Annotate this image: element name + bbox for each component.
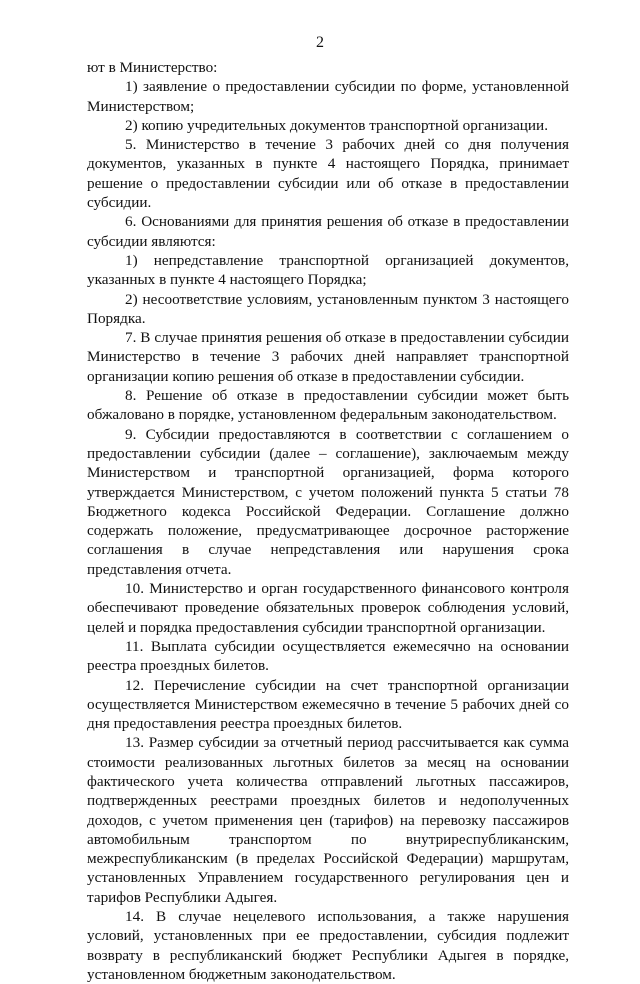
- paragraph-11: 11. Выплата субсидии осуществляется ежемесячно на основании реестра проездных билетов.: [87, 637, 569, 675]
- paragraph-6: 6. Основаниями для принятия решения об отказе в предоставлении субсидии являются:: [87, 213, 569, 250]
- paragraph-13: 13. Размер субсидии за отчетный период рассчитывается как сумма стоимости реализованных льготных билетов за месяц на основании фактического учета количества отправлений льготных пассажиров, подтвержденных реестрами проездных билетов и недополученных доходов, с учетом применения цен (тарифов) на перевозку пассажиров автомобильным транспортом по внутриреспубликанским, межреспубликанским (в пределах Российской Федерации) маршрутам, установленных Управлением государственного регулирования цен и тарифов Республики Адыгея.: [87, 734, 569, 906]
- paragraph-10: 10. Министерство и орган государственного финансового контроля обеспечивают проведение обязательных проверок соблюдения условий, целей и порядка предоставления субсидии транспортной организации.: [87, 580, 569, 636]
- paragraph-item-2-documents: 2) копию учредительных документов транспортной организации.: [125, 116, 548, 134]
- paragraph-continuation: ют в Министерство:: [87, 59, 218, 76]
- paragraph-12: 12. Перечисление субсидии на счет транспортной организации осуществляется Министерством ежемесячно в течение 5 рабочих дней со дня предоставления реестра проездных билетов.: [87, 676, 569, 733]
- paragraph-14: 14. В случае нецелевого использования, а также нарушения условий, установленных при ее предоставлении, субсидия подлежит возврату в республиканский бюджет Республики Адыгея в порядке, установленном бюджетным законодательством.: [87, 908, 569, 983]
- paragraph-6-item-2: 2) несоответствие условиям, установленным пунктом 3 настоящего Порядка.: [87, 290, 569, 327]
- paragraph-5: 5. Министерство в течение 3 рабочих дней со дня получения документов, указанных в пункте 4 настоящего Порядка, принимает решение о предоставлении субсидии или об отказе в предоставлении субсидии.: [87, 136, 569, 212]
- paragraph-9: 9. Субсидии предоставляются в соответствии с соглашением о предоставлении субсидии (далее – соглашение), заключаемым между Министерством и транспортной организацией, форма которого утверждается Министерством, с учетом положений пункта 5 статьи 78 Бюджетного кодекса Российской Федерации. Соглашение должно содержать положение, предусматривающее досрочное расторжение соглашения в случае непредставления или нарушения срока представления отчета.: [87, 425, 569, 578]
- paragraph-item-1-application: 1) заявление о предоставлении субсидии по форме, установленной Министерством;: [87, 78, 569, 115]
- paragraph-8: 8. Решение об отказе в предоставлении субсидии может быть обжаловано в порядке, установленном федеральным законодательством.: [87, 387, 569, 424]
- page-number: 2: [316, 34, 324, 51]
- paragraph-7: 7. В случае принятия решения об отказе в предоставлении субсидии Министерство в течение 3 рабочих дней направляет транспортной организации копию решения об отказе в предоставлении субсидии.: [87, 329, 569, 385]
- paragraph-6-item-1: 1) непредставление транспортной организацией документов, указанных в пункте 4 настоящего Порядка;: [87, 251, 569, 289]
- document-body: [87, 58, 569, 984]
